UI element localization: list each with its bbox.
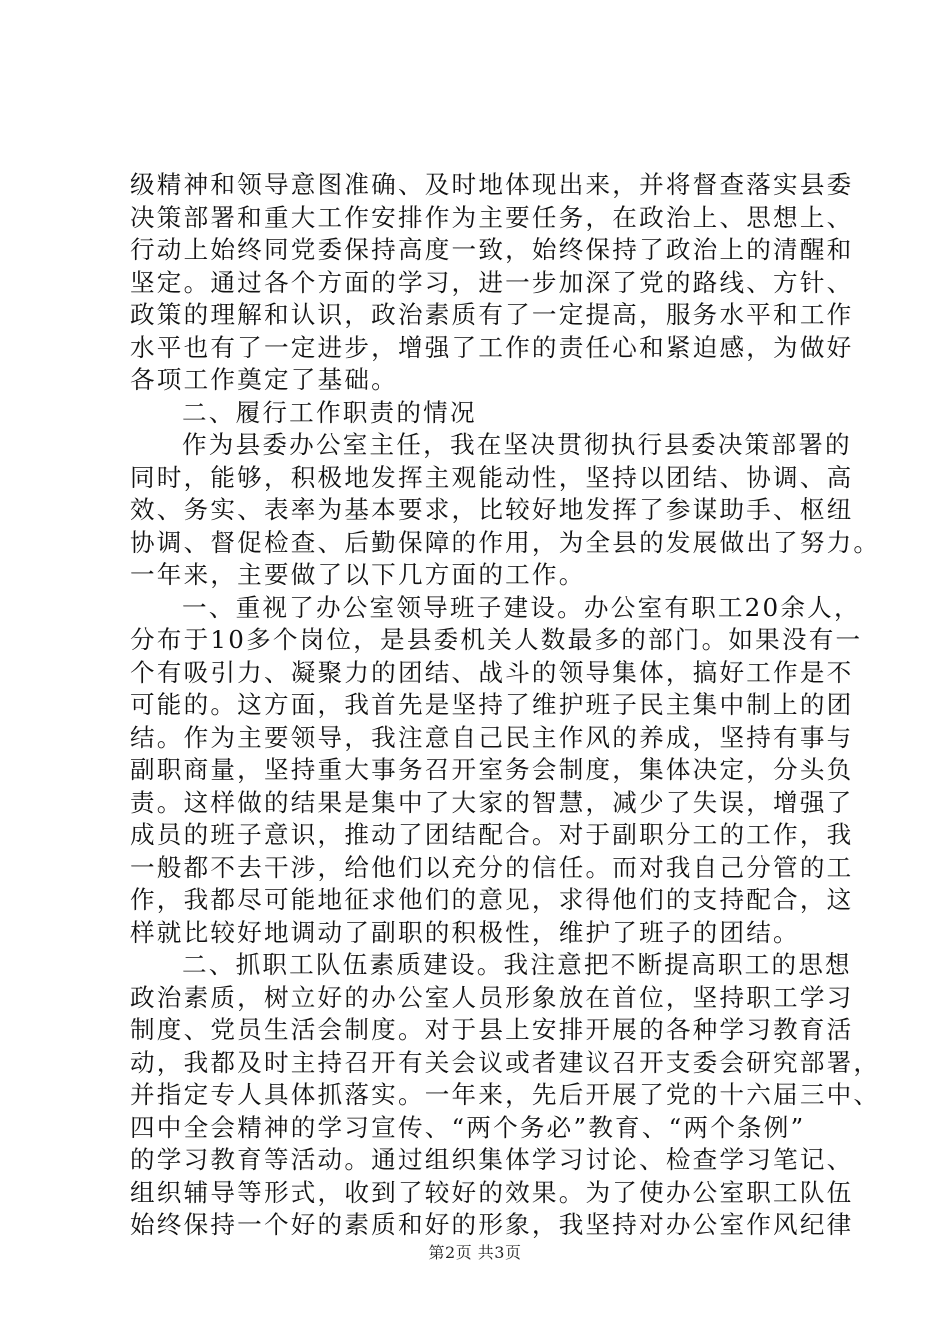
text-line: 一、重视了办公室领导班子建设。办公室有职工20余人， <box>182 592 861 622</box>
text-line: 个有吸引力、凝聚力的团结、战斗的领导集体，搞好工作是不 <box>130 657 854 687</box>
text-line: 行动上始终同党委保持高度一致，始终保持了政治上的清醒和 <box>130 235 854 264</box>
text-line: 同时，能够，积极地发挥主观能动性，坚持以团结、协调、高 <box>130 462 854 492</box>
text-line: 可能的。这方面，我首先是坚持了维护班子民主集中制上的团 <box>130 690 854 719</box>
text-line: 动，我都及时主持召开有关会议或者建议召开支委会研究部署， <box>130 1047 881 1077</box>
text-line: 始终保持一个好的素质和好的形象，我坚持对办公室作风纪律 <box>130 1210 854 1239</box>
text-line: 分布于10多个岗位，是县委机关人数最多的部门。如果没有一 <box>130 625 863 654</box>
text-line: 结。作为主要领导，我注意自己民主作风的养成，坚持有事与 <box>130 722 854 752</box>
text-line: 水平也有了一定进步，增强了工作的责任心和紧迫感，为做好 <box>130 332 854 362</box>
text-line: 副职商量，坚持重大事务召开室务会制度，集体决定，分头负 <box>130 755 854 784</box>
text-line: 二、抓职工队伍素质建设。我注意把不断提高职工的思想 <box>182 950 852 979</box>
text-line: 协调、督促检查、后勤保障的作用，为全县的发展做出了努力。 <box>130 527 881 557</box>
text-line: 四中全会精神的学习宣传、“两个务必”教育、“两个条例” <box>130 1112 806 1142</box>
text-line: 坚定。通过各个方面的学习，进一步加深了党的路线、方针、 <box>130 267 854 297</box>
text-line: 各项工作奠定了基础。 <box>130 365 398 394</box>
text-line: 一般都不去干涉，给他们以充分的信任。而对我自己分管的工 <box>130 852 854 882</box>
text-line: 一年来，主要做了以下几方面的工作。 <box>130 560 586 589</box>
text-line: 制度、党员生活会制度。对于县上安排开展的各种学习教育活 <box>130 1015 854 1044</box>
text-line: 效、务实、表率为基本要求，比较好地发挥了参谋助手、枢纽 <box>130 495 854 524</box>
text-line: 政策的理解和认识，政治素质有了一定提高，服务水平和工作 <box>130 300 854 329</box>
text-line: 级精神和领导意图准确、及时地体现出来，并将督查落实县委 <box>130 170 854 199</box>
text-line: 组织辅导等形式，收到了较好的效果。为了使办公室职工队伍 <box>130 1177 854 1207</box>
text-line: 政治素质，树立好的办公室人员形象放在首位，坚持职工学习 <box>130 982 854 1012</box>
text-line: 作，我都尽可能地征求他们的意见，求得他们的支持配合，这 <box>130 885 854 914</box>
text-line: 二、履行工作职责的情况 <box>182 397 477 427</box>
text-line: 作为县委办公室主任，我在坚决贯彻执行县委决策部署的 <box>182 430 852 459</box>
page-footer: 第2页 共3页 <box>428 1243 522 1262</box>
text-line: 并指定专人具体抓落实。一年来，先后开展了党的十六届三中、 <box>130 1080 881 1109</box>
text-line: 样就比较好地调动了副职的积极性，维护了班子的团结。 <box>130 917 800 947</box>
text-line: 决策部署和重大工作安排作为主要任务，在政治上、思想上、 <box>130 202 854 232</box>
document-body <box>130 169 881 1242</box>
text-line: 的学习教育等活动。通过组织集体学习讨论、检查学习笔记、 <box>130 1145 854 1174</box>
text-line: 责。这样做的结果是集中了大家的智慧，减少了失误，增强了 <box>130 787 854 817</box>
text-line: 成员的班子意识，推动了团结配合。对于副职分工的工作，我 <box>130 820 854 849</box>
